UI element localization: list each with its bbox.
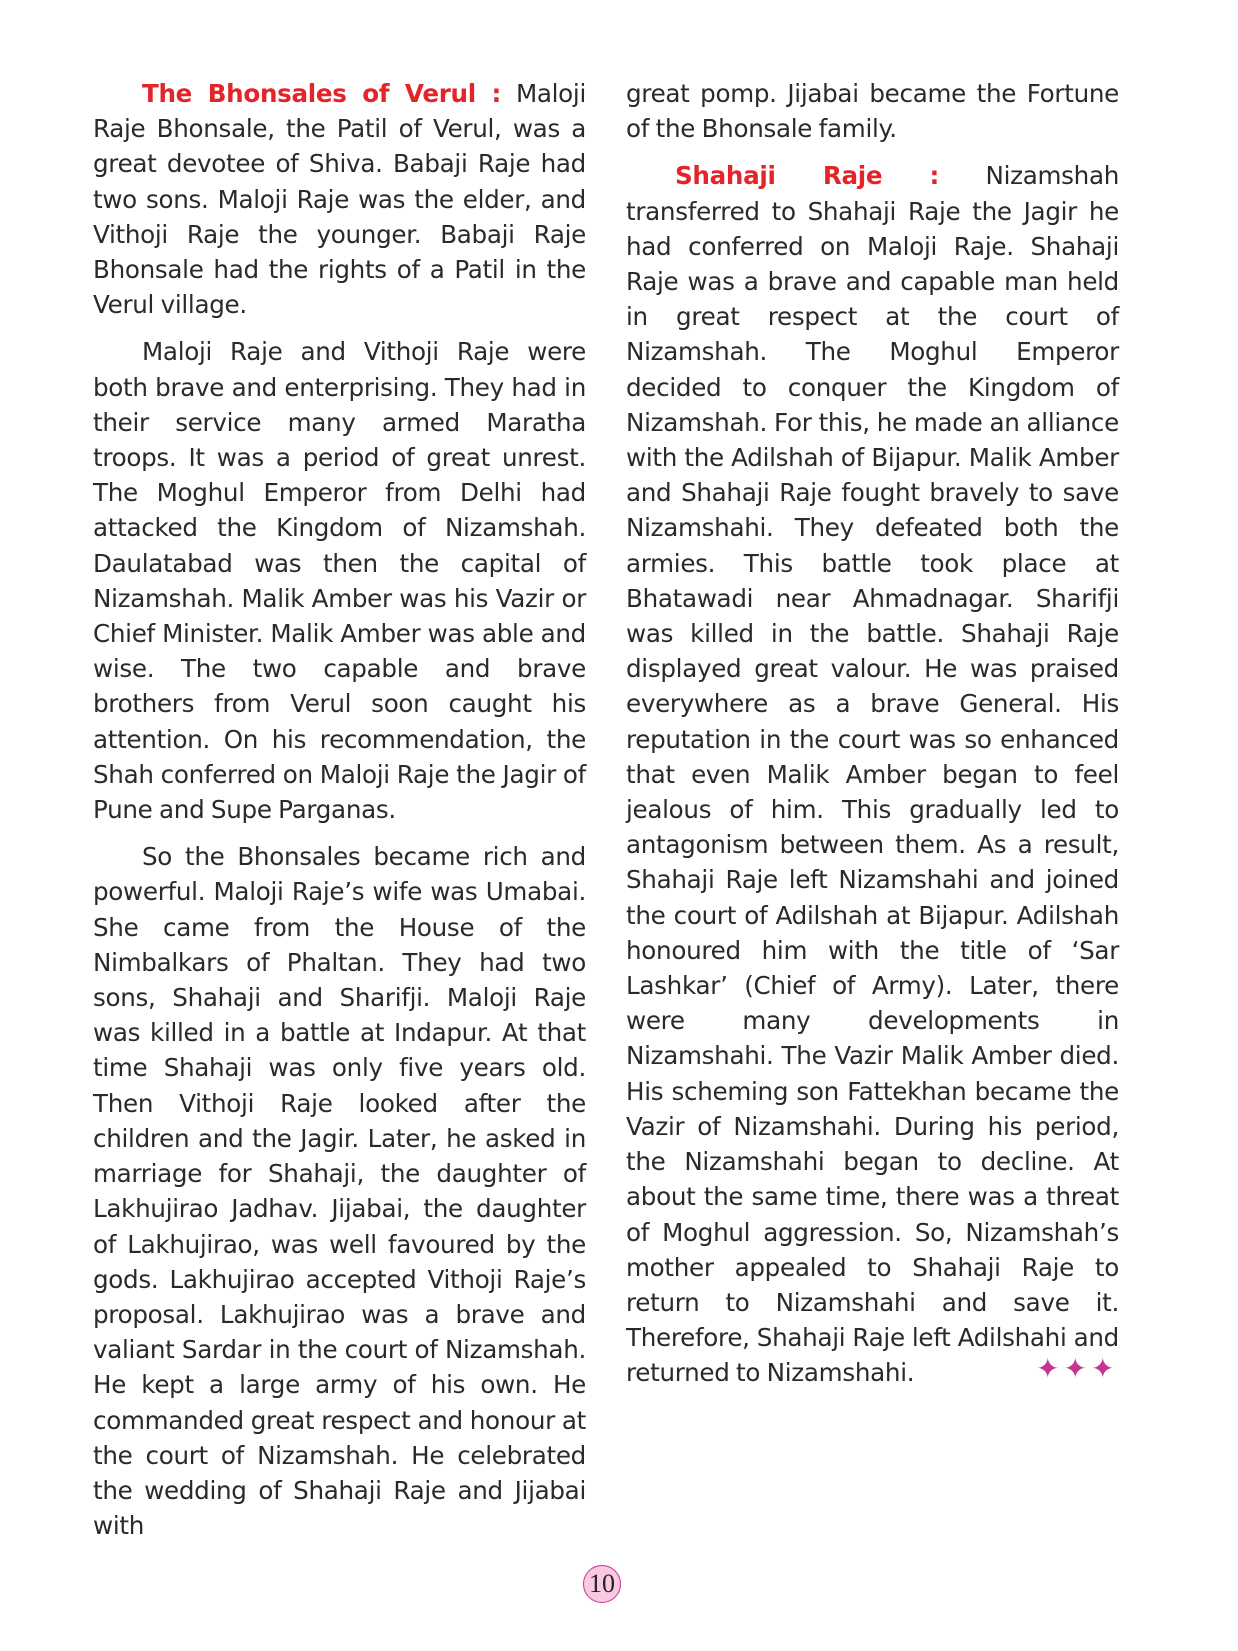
star-icon: ✦ (1063, 1352, 1087, 1385)
paragraph-bhonsales-of-verul (93, 76, 586, 322)
star-icon: ✦ (1090, 1352, 1115, 1385)
end-ornament (1036, 1352, 1116, 1385)
section-heading-shahaji-raje: Shahaji Raje : (675, 161, 940, 191)
paragraph-maloji-vithoji: Maloji Raje and Vithoji Raje were both brave and enterprising. They had in their service many armed Maratha troops. It was a period of great unrest. The Moghul Emperor from Delhi had attacked the Kingdom of Nizamshah. Daulatabad was then the capital of Nizamshah. Malik Amber was his Vazir or Chief Minister. Malik Amber was able and wise. The two capable and brave brothers from Verul soon caught his attention. On his recommendation, the Shah conferred on Maloji Raje the Jagir of Pune and Supe Parganas. (93, 337, 586, 825)
left-column (93, 76, 586, 1555)
paragraph-shahaji-raje (626, 158, 1119, 1390)
page-number: 10 (583, 1565, 621, 1603)
paragraph-text: Maloji Raje Bhonsale, the Patil of Verul, was a great devotee of Shiva. Babaji Raje had two sons. Maloji Raje was the elder, and Vithoji Raje the younger. Babaji Raje Bhonsale had the rights of a Patil in the Verul village. (93, 79, 586, 320)
paragraph-text: Nizamshah transferred to Shahaji Raje the Jagir he had conferred on Maloji Raje. Shahaji Raje was a brave and capable man held in great respect at the court of Nizamshah. The Moghul Emperor decided to conquer the Kingdom of Nizamshah. For this, he made an alliance with the Adilshah of Bijapur. Malik Amber and Shahaji Raje fought bravely to save Nizamshahi. They defeated both the armies. This battle took place at Bhatawadi near Ahmadnagar. Sharifji was killed in the battle. Shahaji Raje displayed great valour. He was praised everywhere as a brave General. His reputation in the court was so enhanced that even Malik Amber began to feel jealous of him. This gradually led to antagonism between them. As a result, Shahaji Raje left Nizamshahi and joined the court of Adilshah at Bijapur. Adilshah honoured him with the title of ‘Sar Lashkar’ (Chief of Army). Later, there were many developments in Nizamshahi. The Vazir Malik Amber died. His scheming son Fattekhan became the Vazir of Nizamshahi. During his period, the Nizamshahi began to decline. At about the same time, there was a threat of Moghul aggression. So, Nizamshah’s mother appealed to Shahaji Raje to return to Nizamshahi and save it. Therefore, Shahaji Raje left Adilshahi and returned to Nizamshahi. (626, 161, 1119, 1388)
paragraph-continued: great pomp. Jijabai became the Fortune of the Bhonsale family. (626, 79, 1119, 144)
star-icon: ✦ (1036, 1352, 1060, 1385)
right-column (626, 76, 1119, 1403)
section-heading-bhonsales-of-verul: The Bhonsales of Verul : (142, 79, 502, 108)
paragraph-bhonsales-rich: So the Bhonsales became rich and powerful. Maloji Raje’s wife was Umabai. She came from the House of the Nimbalkars of Phaltan. They had two sons, Shahaji and Sharifji. Maloji Raje was killed in a battle at Indapur. At that time Shahaji was only five years old. Then Vithoji Raje looked after the children and the Jagir. Later, he asked in marriage for Shahaji, the daughter of Lakhujirao Jadhav. Jijabai, the daughter of Lakhujirao, was well favoured by the gods. Lakhujirao accepted Vithoji Raje’s proposal. Lakhujirao was a brave and valiant Sardar in the court of Nizamshah. He kept a large army of his own. He commanded great respect and honour at the court of Nizamshah. He celebrated the wedding of Shahaji Raje and Jijabai with (93, 842, 586, 1541)
